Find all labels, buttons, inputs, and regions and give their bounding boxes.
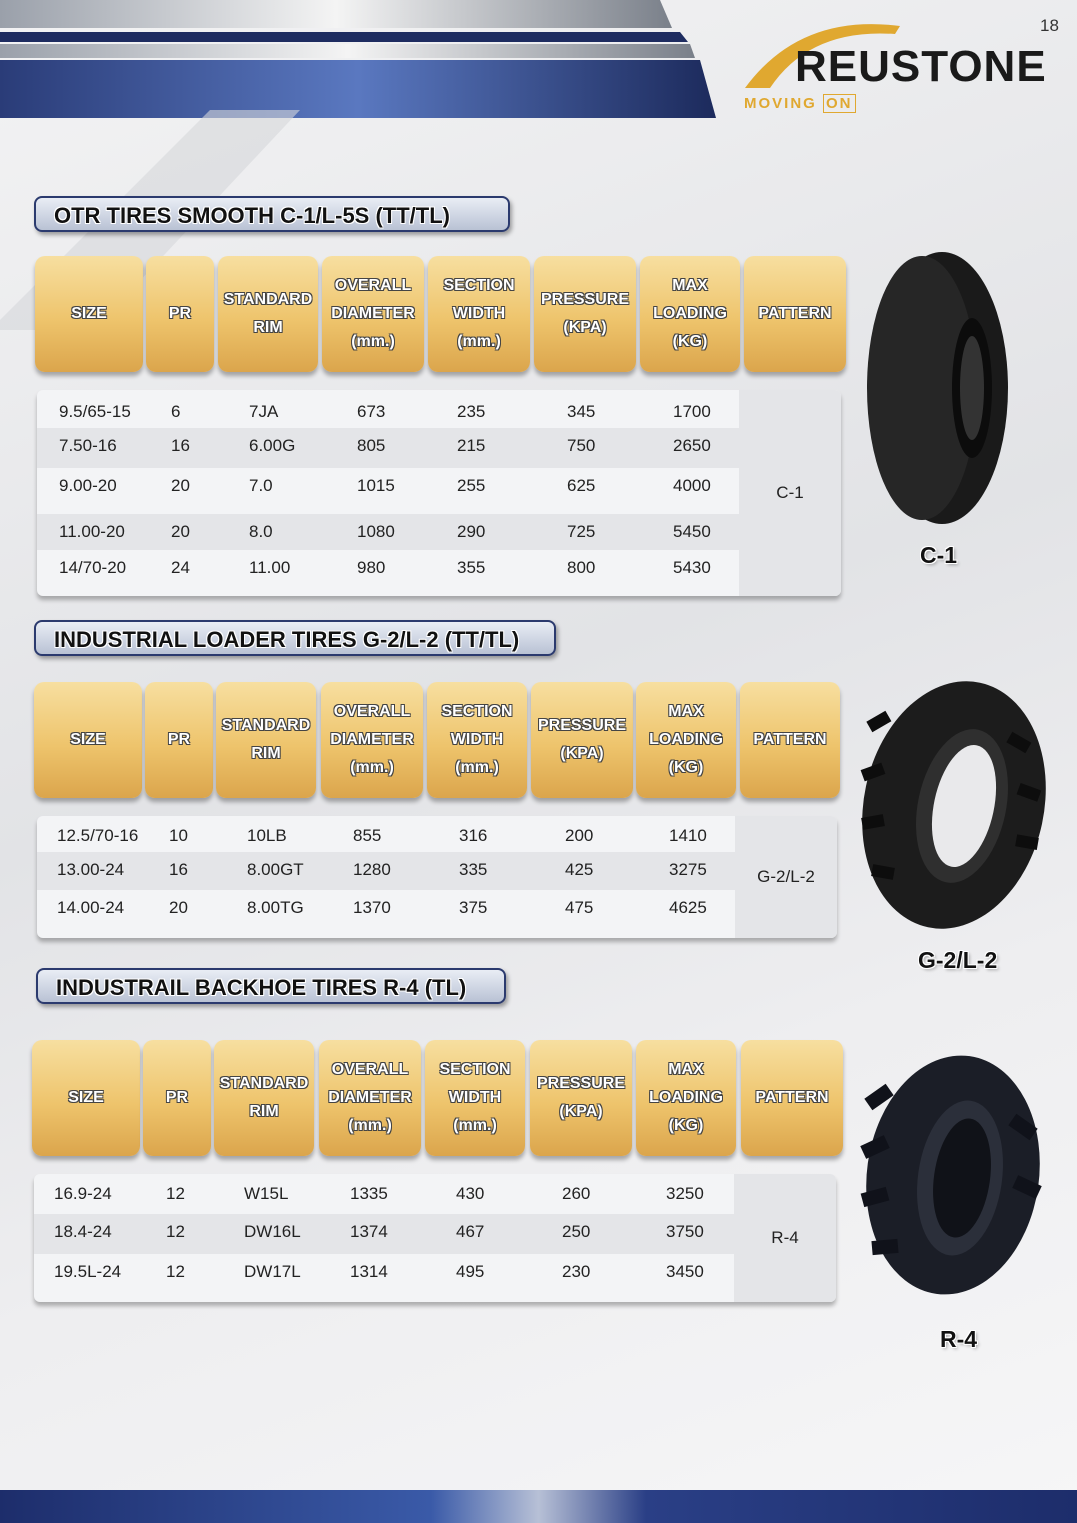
cell-pressure: 260 <box>562 1184 591 1203</box>
cell-pr: 20 <box>169 898 188 917</box>
header-text: (mm.) <box>453 1117 497 1134</box>
header-pr <box>143 1040 211 1156</box>
header-text: STANDARD <box>221 717 311 734</box>
cell-pressure: 800 <box>567 558 596 577</box>
header-text: OVERALL <box>333 703 411 720</box>
header-text: SECTION <box>443 277 515 294</box>
cell-pr: 10 <box>169 826 188 845</box>
cell-pr: 12 <box>166 1184 185 1203</box>
cell-diameter: 1314 <box>350 1262 388 1281</box>
cell-pr: 12 <box>166 1262 185 1281</box>
cell-size: 14/70-20 <box>59 558 127 577</box>
header-text: (KPA) <box>563 319 607 336</box>
cell-pr: 12 <box>166 1222 185 1241</box>
header-text: LOADING <box>649 731 723 748</box>
header-text: PR <box>165 1089 189 1106</box>
header-section-width <box>425 1040 525 1156</box>
header-text: (mm.) <box>348 1117 392 1134</box>
cell-rim: 8.00TG <box>247 898 304 917</box>
cell-pr: 6 <box>171 402 181 421</box>
header-text: (mm.) <box>455 759 499 776</box>
header-size <box>32 1040 140 1156</box>
tagline-on: ON <box>823 94 856 113</box>
cell-width: 290 <box>457 522 486 541</box>
cell-size: 12.5/70-16 <box>57 826 139 845</box>
header-text: (KG) <box>668 1117 704 1134</box>
cell-diameter: 1370 <box>353 898 391 917</box>
cell-pr: 20 <box>171 476 190 495</box>
header-text: MAX <box>672 277 708 294</box>
header-overall-diameter <box>322 256 424 372</box>
header-pressure <box>534 256 636 372</box>
header-text: LOADING <box>653 305 727 322</box>
header-text: STANDARD <box>219 1075 309 1092</box>
header-size <box>35 256 143 372</box>
header-pressure <box>531 682 633 798</box>
header-text: PRESSURE <box>540 291 630 308</box>
cell-pressure: 230 <box>562 1262 591 1281</box>
header-pr <box>146 256 214 372</box>
header-text: (KPA) <box>559 1103 603 1120</box>
cell-rim: 11.00 <box>249 558 291 577</box>
cell-max-loading: 1700 <box>673 402 711 421</box>
tire-label-g2: G-2/L-2 <box>918 947 998 973</box>
table-row <box>37 468 739 514</box>
table-body <box>37 390 841 596</box>
header-text: RIM <box>251 745 281 762</box>
table-row <box>37 428 739 468</box>
cell-size: 7.50-16 <box>59 436 117 455</box>
cell-size: 14.00-24 <box>57 898 125 917</box>
cell-diameter: 980 <box>357 558 386 577</box>
cell-pattern: G-2/L-2 <box>735 816 837 938</box>
header-standard-rim <box>218 256 318 372</box>
section-title: INDUSTRIAL LOADER TIRES G-2/L-2 (TT/TL) <box>34 620 556 656</box>
header-text: RIM <box>253 319 283 336</box>
cell-width: 215 <box>457 436 486 455</box>
cell-diameter: 1280 <box>353 860 391 879</box>
cell-width: 335 <box>459 860 488 879</box>
cell-diameter: 1335 <box>350 1184 388 1203</box>
cell-width: 430 <box>456 1184 485 1203</box>
header-overall-diameter <box>319 1040 421 1156</box>
header-text: (KPA) <box>560 745 604 762</box>
header-text: SECTION <box>439 1061 511 1078</box>
cell-max-loading: 4625 <box>669 898 707 917</box>
header-stripes <box>0 0 740 125</box>
tagline-moving: MOVING <box>744 95 817 112</box>
cell-pressure: 250 <box>562 1222 591 1241</box>
header-size <box>34 682 142 798</box>
header-text: (KG) <box>672 333 708 350</box>
cell-size: 13.00-24 <box>57 860 125 879</box>
cell-size: 9.00-20 <box>59 476 117 495</box>
header-pr <box>145 682 213 798</box>
cell-pr: 20 <box>171 522 190 541</box>
header-text: PRESSURE <box>537 717 627 734</box>
cell-rim: DW16L <box>244 1222 301 1241</box>
header-text: LOADING <box>649 1089 723 1106</box>
cell-diameter: 1015 <box>357 476 395 495</box>
cell-width: 467 <box>456 1222 485 1241</box>
cell-max-loading: 3450 <box>666 1262 704 1281</box>
cell-rim: 7.0 <box>249 476 273 495</box>
table-row <box>37 394 739 428</box>
table-body <box>34 1174 836 1302</box>
header-pressure <box>530 1040 632 1156</box>
table-body <box>37 816 837 938</box>
cell-pressure: 625 <box>567 476 596 495</box>
footer-bar <box>0 1490 1077 1523</box>
header-text: SECTION <box>441 703 513 720</box>
header-text: MAX <box>668 1061 704 1078</box>
cell-rim: W15L <box>244 1184 289 1203</box>
cell-max-loading: 3250 <box>666 1184 704 1203</box>
header-text: PATTERN <box>753 731 827 748</box>
header-standard-rim <box>216 682 316 798</box>
cell-size: 9.5/65-15 <box>59 402 131 421</box>
cell-rim: 6.00G <box>249 436 296 455</box>
table-row <box>34 1176 734 1214</box>
cell-pressure: 725 <box>567 522 596 541</box>
cell-max-loading: 3275 <box>669 860 707 879</box>
table-row <box>34 1214 734 1254</box>
header-max-loading <box>636 1040 736 1156</box>
page-number: 18 <box>1040 16 1059 35</box>
section-title: OTR TIRES SMOOTH C-1/L-5S (TT/TL) <box>34 196 510 232</box>
cell-pressure: 425 <box>565 860 594 879</box>
cell-pr: 24 <box>171 558 190 577</box>
table-row <box>37 514 739 550</box>
header-section-width <box>427 682 527 798</box>
cell-max-loading: 2650 <box>673 436 711 455</box>
cell-size: 18.4-24 <box>54 1222 112 1241</box>
header-text: STANDARD <box>223 291 313 308</box>
header-pattern <box>741 1040 843 1156</box>
tire-label-r4: R-4 <box>940 1326 978 1352</box>
header-text: PRESSURE <box>536 1075 626 1092</box>
cell-pressure: 345 <box>567 402 596 421</box>
tire-g2-image <box>858 676 1050 934</box>
header-text: PATTERN <box>755 1089 829 1106</box>
header-section-width <box>428 256 530 372</box>
header-text: DIAMETER <box>328 1089 412 1106</box>
cell-width: 495 <box>456 1262 485 1281</box>
header-standard-rim <box>214 1040 314 1156</box>
cell-pressure: 750 <box>567 436 596 455</box>
cell-diameter: 1080 <box>357 522 395 541</box>
header-pattern <box>740 682 840 798</box>
header-text: OVERALL <box>331 1061 409 1078</box>
cell-pr: 16 <box>171 436 190 455</box>
header-max-loading <box>636 682 736 798</box>
header-overall-diameter <box>321 682 423 798</box>
cell-width: 235 <box>457 402 486 421</box>
cell-max-loading: 3750 <box>666 1222 704 1241</box>
header-text: (mm.) <box>457 333 501 350</box>
table-row <box>37 890 735 930</box>
tire-c1-image <box>862 248 1012 528</box>
cell-rim: DW17L <box>244 1262 301 1281</box>
table-row <box>37 852 735 890</box>
section-title: INDUSTRAIL BACKHOE TIRES R-4 (TL) <box>36 968 506 1004</box>
header-text: PR <box>167 731 191 748</box>
cell-pressure: 200 <box>565 826 594 845</box>
cell-size: 19.5L-24 <box>54 1262 122 1281</box>
header-text: WIDTH <box>450 731 504 748</box>
cell-max-loading: 4000 <box>673 476 711 495</box>
cell-max-loading: 5430 <box>673 558 711 577</box>
cell-diameter: 1374 <box>350 1222 388 1241</box>
table-row <box>37 818 735 852</box>
cell-width: 355 <box>457 558 486 577</box>
header-text: PATTERN <box>758 305 832 322</box>
cell-rim: 8.0 <box>249 522 273 541</box>
header-text: MAX <box>668 703 704 720</box>
header-text: (mm.) <box>351 333 395 350</box>
cell-diameter: 805 <box>357 436 386 455</box>
tire-label-c1: C-1 <box>920 542 958 568</box>
table-row <box>37 550 739 588</box>
cell-diameter: 855 <box>353 826 382 845</box>
table-row <box>34 1254 734 1294</box>
brand-tagline <box>744 95 856 112</box>
header-text: RIM <box>249 1103 279 1120</box>
cell-width: 375 <box>459 898 488 917</box>
header-text: SIZE <box>70 731 106 748</box>
header-text: OVERALL <box>334 277 412 294</box>
cell-max-loading: 5450 <box>673 522 711 541</box>
cell-size: 11.00-20 <box>59 522 125 541</box>
tire-r4-image <box>860 1050 1046 1300</box>
cell-pattern: C-1 <box>739 390 841 596</box>
cell-pr: 16 <box>169 860 188 879</box>
header-max-loading <box>640 256 740 372</box>
header-text: DIAMETER <box>330 731 414 748</box>
cell-max-loading: 1410 <box>669 826 707 845</box>
cell-rim: 7JA <box>249 402 279 421</box>
cell-rim: 8.00GT <box>247 860 304 879</box>
header-text: (mm.) <box>350 759 394 776</box>
header-text: SIZE <box>71 305 107 322</box>
cell-size: 16.9-24 <box>54 1184 112 1203</box>
header-text: DIAMETER <box>331 305 415 322</box>
header-pattern <box>744 256 846 372</box>
cell-rim: 10LB <box>247 826 287 845</box>
header-text: SIZE <box>68 1089 104 1106</box>
header-text: PR <box>168 305 192 322</box>
header-text: WIDTH <box>452 305 506 322</box>
cell-pressure: 475 <box>565 898 594 917</box>
cell-width: 255 <box>457 476 486 495</box>
header-text: WIDTH <box>448 1089 502 1106</box>
header-text: (KG) <box>668 759 704 776</box>
cell-pattern: R-4 <box>734 1174 836 1302</box>
cell-diameter: 673 <box>357 402 386 421</box>
cell-width: 316 <box>459 826 488 845</box>
brand-name: REUSTONE <box>795 42 1047 91</box>
